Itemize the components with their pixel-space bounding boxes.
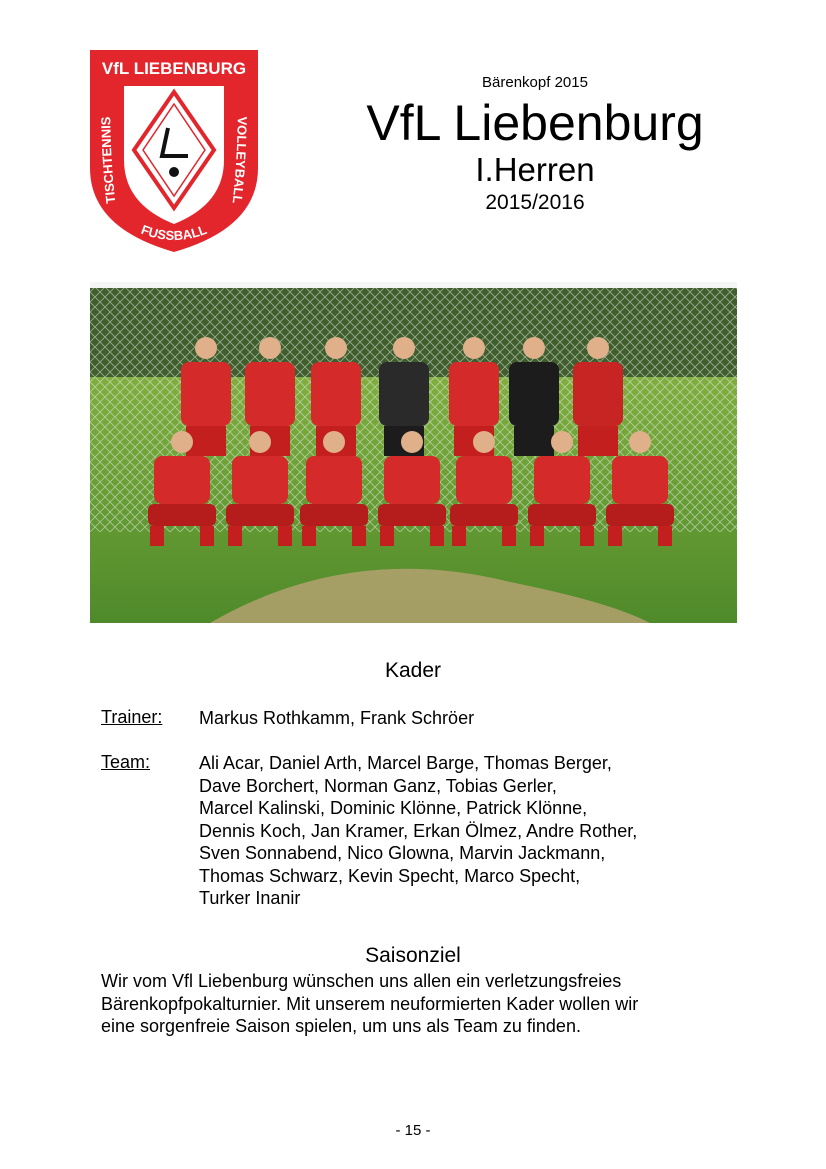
team-photo (90, 282, 737, 623)
team-name: I.Herren (475, 151, 595, 188)
roster-line: Dennis Koch, Jan Kramer, Erkan Ölmez, Andre Rother, (199, 820, 638, 841)
page-number: - 15 - (395, 1122, 431, 1139)
season-label: 2015/2016 (485, 191, 585, 214)
crest-ball (169, 167, 179, 177)
crest-bottom-text: FUSSBALL (139, 221, 209, 244)
team-roster (199, 752, 719, 910)
trainer-names: Markus Rothkamm, Frank Schröer (199, 708, 475, 728)
crest-top-text: VfL LIEBENBURG (101, 59, 247, 78)
roster-line: Marcel Kalinski, Dominic Klönne, Patrick Klönne, (199, 798, 588, 818)
season-goal-text (101, 970, 751, 1038)
roster-line: Sven Sonnabend, Nico Glowna, Marvin Jackmann, (199, 843, 606, 863)
club-name-title: VfL Liebenburg (366, 95, 704, 151)
kader-heading: Kader (384, 659, 442, 682)
season-goal-heading: Saisonziel (365, 944, 461, 967)
roster-line: Dave Borchert, Norman Ganz, Tobias Gerler, (199, 775, 557, 796)
goal-line: eine sorgenfreie Saison spielen, um uns als Team zu finden. (101, 1016, 581, 1036)
roster-line: Thomas Schwarz, Kevin Specht, Marco Specht, (199, 865, 581, 886)
roster-line: Turker Inanir (199, 888, 301, 908)
trainer-label: Trainer: (101, 707, 163, 727)
goal-line: Bärenkopfpokalturnier. Mit unserem neuformierten Kader wollen wir (101, 993, 639, 1014)
club-crest-logo (88, 48, 260, 254)
crest-left-text: TISCHTENNIS (98, 116, 119, 205)
goal-line: Wir vom Vfl Liebenburg wünschen uns allen ein verletzungsfreies (101, 971, 622, 991)
event-subtitle: Bärenkopf 2015 (482, 74, 588, 91)
team-label: Team: (101, 752, 151, 772)
crest-right-text: VOLLEYBALL (229, 116, 250, 205)
roster-line: Ali Acar, Daniel Arth, Marcel Barge, Thomas Berger, (199, 753, 612, 773)
